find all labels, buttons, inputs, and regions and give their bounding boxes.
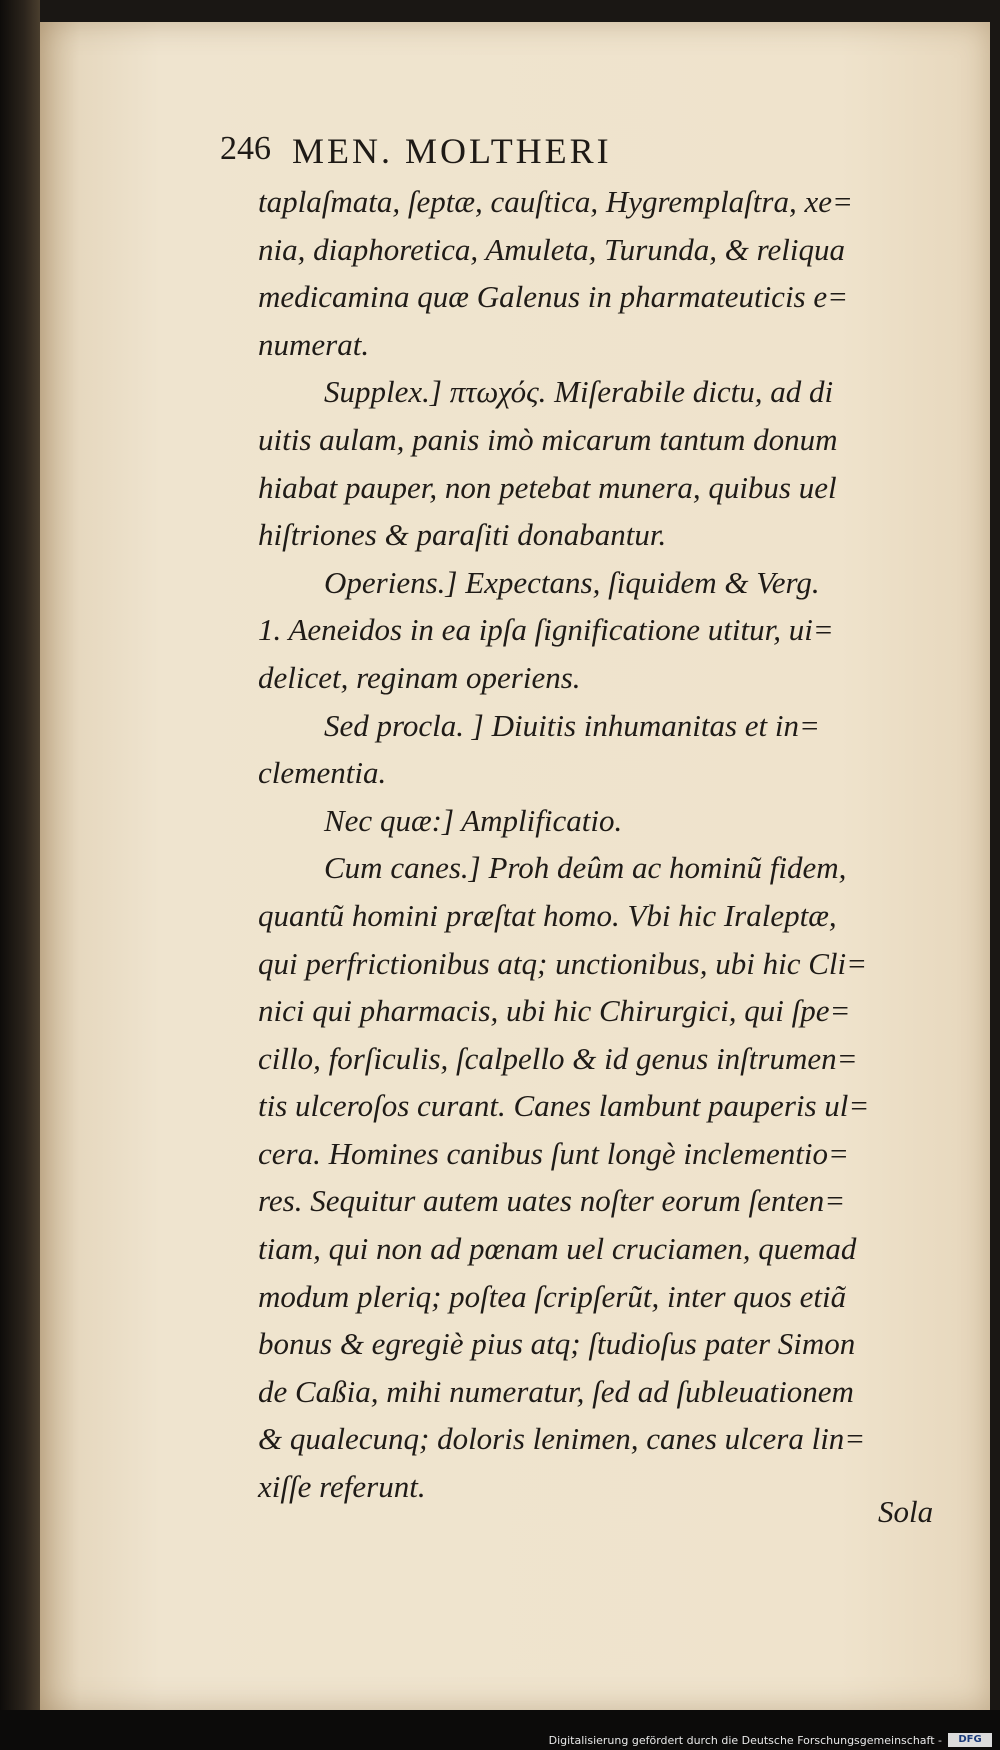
text-line: delicet, reginam operiens. — [258, 659, 581, 695]
text-line: taplaſmata, ſeptæ, cauſtica, Hygremplaſtra, xe= — [258, 184, 853, 219]
text-line: Sed procla. ] Diuitis inhumanitas et in= — [324, 707, 820, 743]
text-line: Operiens.] Expectans, ſiquidem & Verg. — [324, 564, 820, 600]
text-line: Supplex.] πτωχός. Miſerabile dictu, ad di — [324, 374, 834, 410]
text-line: bonus & egregiè pius atq; ſtudioſus pater Simon — [258, 1326, 856, 1362]
text-line: cera. Homines canibus ſunt longè inclementio= — [258, 1135, 849, 1171]
page-header — [220, 130, 860, 176]
text-line: uitis aulam, panis imò micarum tantum donum — [258, 421, 838, 457]
running-head: MEN. MOLTHERI — [292, 131, 612, 171]
text-line: xiſſe referunt. — [258, 1469, 426, 1505]
text-line: Nec quæ:] Amplificatio. — [324, 802, 623, 838]
text-line: & qualecunq; doloris lenimen, canes ulcera lin= — [258, 1421, 866, 1457]
digitization-credit: Digitalisierung gefördert durch die Deutsche Forschungsgemeinschaft - — [548, 1734, 942, 1747]
body-text — [258, 178, 948, 1511]
text-line: res. Sequitur autem uates noſter eorum ſenten= — [258, 1183, 846, 1219]
book-gutter — [0, 0, 40, 1750]
text-line: cillo, forſiculis, ſcalpello & id genus inſtrumen= — [258, 1040, 858, 1076]
text-line: hiabat pauper, non petebat munera, quibus uel — [258, 469, 837, 505]
text-line: tis ulceroſos curant. Canes lambunt pauperis ul= — [258, 1088, 870, 1124]
text-line: nia, diaphoretica, Amuleta, Turunda, & reliqua — [258, 231, 845, 267]
text-line: medicamina quæ Galenus in pharmateuticis e= — [258, 279, 849, 315]
text-line: quantũ homini præſtat homo. Vbi hic Iraleptæ, — [258, 897, 837, 933]
text-line: tiam, qui non ad pœnam uel cruciamen, quemad — [258, 1231, 857, 1267]
text-line: de Caßia, mihi numeratur, ſed ad ſubleuationem — [258, 1373, 854, 1409]
text-line: nici qui pharmacis, ubi hic Chirurgici, qui ſpe= — [258, 993, 851, 1029]
dfg-logo: DFG — [948, 1733, 992, 1747]
text-line: modum pleriq; poſtea ſcripſerũt, inter quos etiã — [258, 1278, 847, 1314]
text-line: Cum canes.] Proh deûm ac hominũ fidem, — [324, 850, 847, 886]
text-line: qui perfrictionibus atq; unctionibus, ubi hic Cli= — [258, 945, 868, 981]
page-number: 246 — [220, 130, 271, 167]
catchword: Sola — [878, 1494, 934, 1529]
text-line: clementia. — [258, 755, 387, 791]
text-line: 1. Aeneidos in ea ipſa ſignificatione utitur, ui= — [258, 612, 834, 648]
text-line: hiſtriones & paraſiti donabantur. — [258, 517, 667, 553]
text-line: numerat. — [258, 326, 370, 362]
